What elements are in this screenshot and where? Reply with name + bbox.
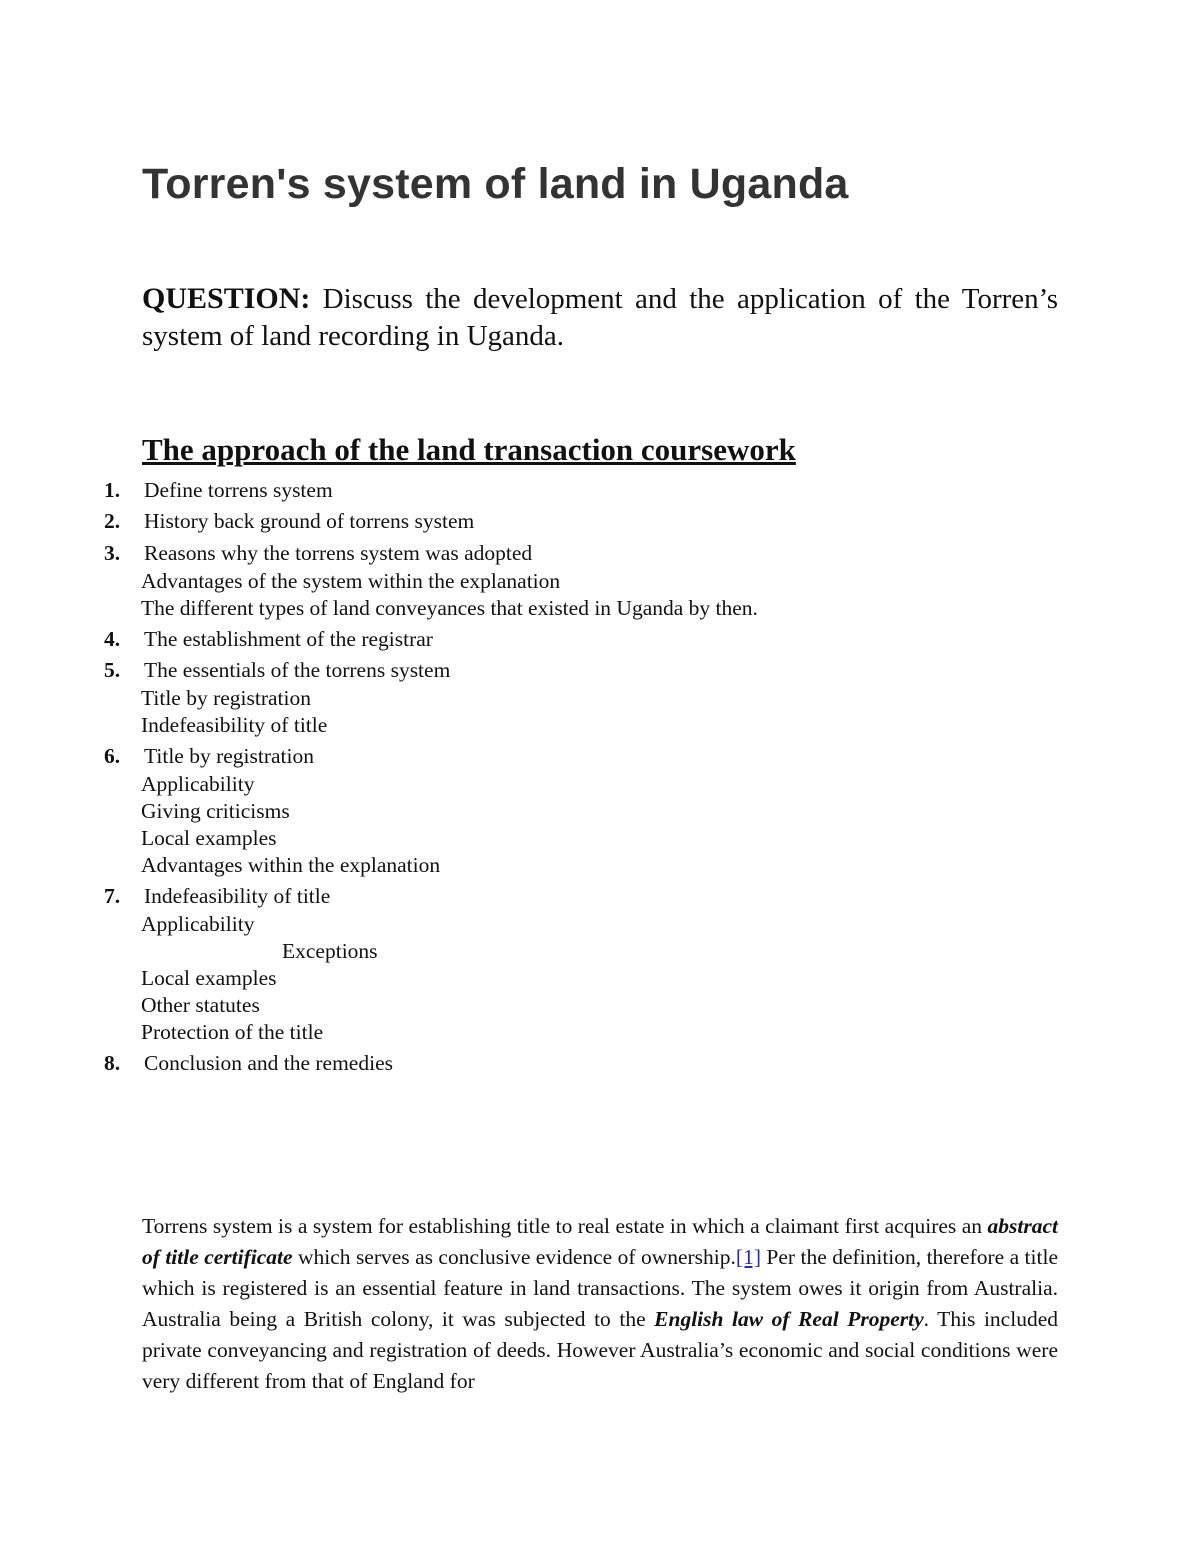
outline-subitem: Protection of the title [141,1020,324,1044]
body-text: Torrens system is a system for establishing title to real estate in which a claimant first acquires an [142,1214,988,1238]
outline-subitem: Local examples [141,966,277,990]
footnote-link[interactable]: [1] [735,1245,761,1269]
question-label: QUESTION: [142,282,311,315]
question-text: Discuss the development and the application of the Torren’s system of land recording in Uganda. [142,283,1058,352]
outline-number: 6. [104,744,121,768]
outline-number: 3. [104,541,121,565]
document-title: Torren's system of land in Uganda [142,160,849,208]
outline-subitem: Local examples [141,826,277,850]
question-paragraph [142,280,1058,355]
outline-subitem: Other statutes [141,993,260,1017]
outline-subitem: Title by registration [141,686,312,710]
outline-subitem: Advantages within the explanation [141,853,441,877]
outline-item: History back ground of torrens system [144,509,475,533]
body-emphasis: abstract of title certificate [142,1214,1058,1269]
outline-subitem: Applicability [141,772,255,796]
outline-item: The establishment of the registrar [144,627,433,651]
outline-subitem: Indefeasibility of title [141,713,328,737]
outline-number: 5. [104,658,121,682]
outline-number: 7. [104,884,121,908]
outline-item: Define torrens system [144,478,333,502]
body-text: which serves as conclusive evidence of ownership. [292,1245,736,1269]
outline-subitem: Advantages of the system within the explanation [141,569,561,593]
outline-subitem: Giving criticisms [141,799,290,823]
approach-heading: The approach of the land transaction coursework [142,432,796,467]
outline-item: Indefeasibility of title [144,884,331,908]
outline-subitem: Applicability [141,912,255,936]
outline-number: 2. [104,509,121,533]
outline-number: 1. [104,478,121,502]
body-text: Per the definition, therefore a title which is registered is an essential feature in land transactions. The system owes it origin from Australia. Australia being a British colony, it was subjected to the [142,1245,1058,1331]
outline-subitem: Exceptions [282,939,378,963]
outline-item: Title by registration [144,744,315,768]
body-paragraph [142,1211,1058,1397]
outline-subitem: The different types of land conveyances that existed in Uganda by then. [141,596,758,620]
outline-item: Conclusion and the remedies [144,1051,393,1075]
body-text: . This included private conveyancing and registration of deeds. However Australia’s economic and social conditions were very different from that of England for [142,1307,1058,1393]
outline-number: 8. [104,1051,121,1075]
outline-item: Reasons why the torrens system was adopted [144,541,533,565]
outline-item: The essentials of the torrens system [144,658,451,682]
body-emphasis: English law of Real Property [654,1307,924,1331]
outline-number: 4. [104,627,121,651]
